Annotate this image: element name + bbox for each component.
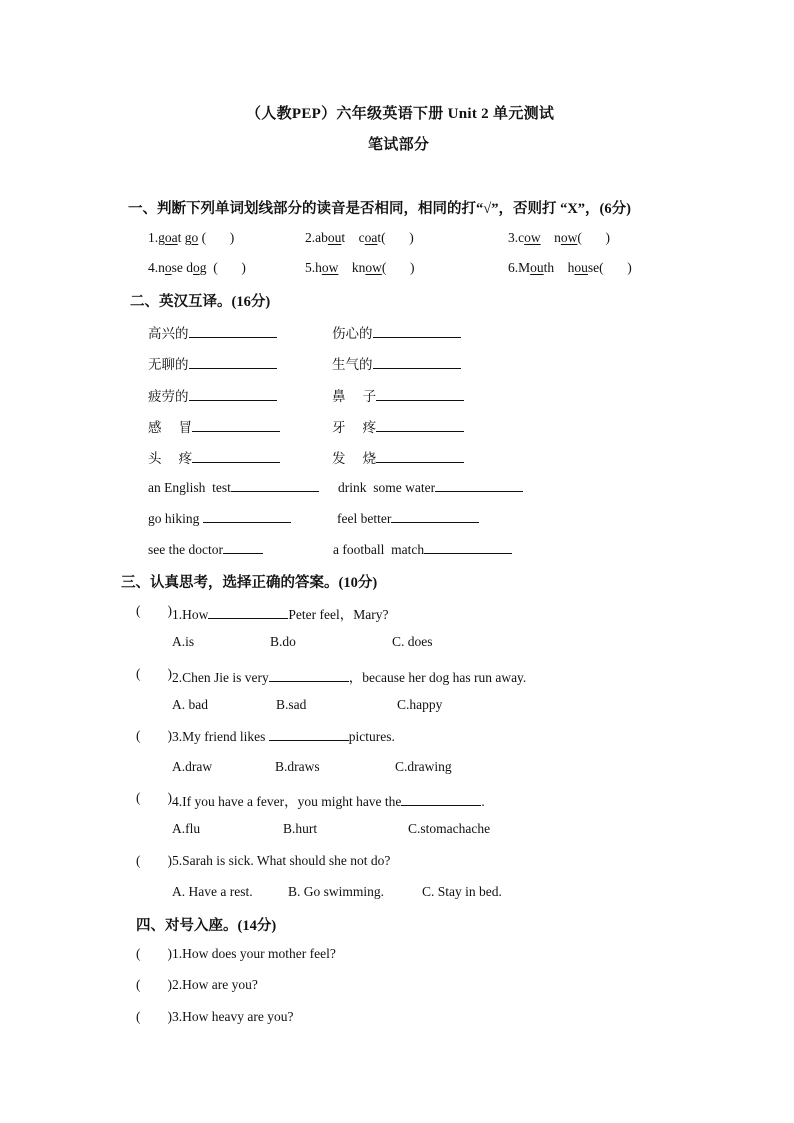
- translation-item: [148, 541, 263, 558]
- translation-item: [148, 447, 280, 467]
- answer-blank[interactable]: [376, 388, 464, 401]
- item-text: ( ): [381, 260, 415, 275]
- underlined-letters: oa: [364, 230, 378, 245]
- option-a[interactable]: A. Have a rest.: [172, 884, 253, 899]
- underlined-letters: ou: [530, 260, 544, 275]
- pronunciation-item: [305, 230, 414, 246]
- item-text: kn: [351, 260, 366, 275]
- underlined-letters: ou: [574, 260, 588, 275]
- item-text: h: [567, 260, 575, 275]
- underlined-letters: ou: [327, 230, 342, 245]
- option-b[interactable]: B.draws: [275, 759, 320, 774]
- underlined-letters: ow: [560, 230, 578, 245]
- translation-item: [332, 385, 464, 405]
- question-text: [172, 853, 390, 869]
- translation-prompt: drink some water: [338, 480, 436, 495]
- translation-prompt: feel better: [337, 511, 392, 526]
- option-a[interactable]: A. bad: [172, 697, 208, 712]
- option-b[interactable]: B.sad: [276, 697, 307, 712]
- question-text: [172, 603, 388, 623]
- translation-item: [333, 541, 512, 558]
- answer-blank[interactable]: [373, 325, 461, 338]
- underlined-letters: o: [191, 230, 199, 245]
- page-subtitle: 笔试部分: [368, 137, 430, 153]
- pronunciation-item: [508, 260, 632, 276]
- translation-item: [148, 510, 291, 527]
- answer-paren[interactable]: ( ): [136, 1009, 172, 1024]
- translation-item: [332, 447, 464, 467]
- option-a[interactable]: A.is: [172, 634, 195, 649]
- item-text: ab: [315, 230, 328, 245]
- answer-paren[interactable]: ( ): [136, 790, 172, 805]
- option-b[interactable]: B.hurt: [283, 821, 318, 836]
- translation-prompt: 生气的: [332, 357, 373, 373]
- item-text: h: [315, 260, 322, 275]
- item-text: th: [543, 260, 568, 275]
- translation-item: [148, 322, 277, 342]
- question-text: [172, 666, 526, 686]
- item-text: 5.: [305, 260, 316, 275]
- translation-prompt: 鼻 子: [332, 389, 377, 405]
- translation-prompt: 高兴的: [148, 326, 189, 342]
- translation-prompt: 牙 疼: [332, 420, 377, 436]
- pronunciation-item: [508, 230, 610, 246]
- question-part: 4.If you have a fever，you might have the: [172, 794, 402, 809]
- translation-item: [148, 479, 319, 496]
- option-a[interactable]: A.flu: [172, 821, 201, 836]
- item-text: M: [518, 260, 531, 275]
- item-text: c: [518, 230, 525, 245]
- option-c[interactable]: C.stomachache: [408, 821, 491, 836]
- pronunciation-item: [148, 260, 246, 276]
- translation-prompt: 疲劳的: [148, 389, 189, 405]
- question-part: ，because her dog has run away.: [348, 670, 527, 685]
- pronunciation-item: [305, 260, 415, 276]
- item-text: c: [358, 230, 365, 245]
- answer-blank[interactable]: [189, 356, 277, 369]
- question-part: 5.Sarah is sick. What should she not do?: [172, 853, 391, 868]
- item-text: n: [158, 260, 165, 275]
- item-text: d: [186, 260, 193, 275]
- answer-paren[interactable]: ( ): [136, 946, 172, 961]
- question-text: [172, 728, 395, 745]
- translation-prompt: go hiking: [148, 511, 203, 526]
- translation-item: [338, 479, 523, 496]
- translation-item: [148, 353, 277, 373]
- answer-blank[interactable]: [208, 606, 288, 619]
- item-text: g: [184, 230, 192, 245]
- translation-prompt: a football match: [333, 542, 425, 557]
- answer-blank[interactable]: [223, 541, 263, 554]
- question-part: 1.How: [172, 607, 209, 622]
- section-2-heading: 二、英汉互译。(16分): [130, 294, 271, 310]
- translation-prompt: 发 烧: [332, 451, 377, 467]
- item-text: se: [171, 260, 187, 275]
- item-text: n: [554, 230, 561, 245]
- item-text: t: [177, 230, 185, 245]
- underlined-letters: ow: [321, 260, 339, 275]
- answer-blank[interactable]: [376, 450, 464, 463]
- item-text: ( ): [198, 230, 235, 245]
- option-c[interactable]: C. does: [392, 634, 433, 649]
- question-part: .: [481, 794, 485, 809]
- section-3-heading: 三、认真思考，选择正确的答案。(10分): [121, 575, 378, 591]
- question-part: 2.Chen Jie is very: [172, 670, 269, 685]
- matching-question: 2.How are you?: [172, 977, 258, 992]
- matching-question: 1.How does your mother feel?: [172, 946, 336, 961]
- answer-blank[interactable]: [269, 728, 349, 741]
- item-text: ( ): [577, 230, 610, 245]
- translation-item: [337, 510, 479, 527]
- translation-item: [332, 322, 461, 342]
- item-text: 4.: [148, 260, 159, 275]
- item-text: 3.: [508, 230, 519, 245]
- underlined-letters: ow: [365, 260, 382, 275]
- answer-blank[interactable]: [189, 388, 277, 401]
- option-c[interactable]: C.drawing: [395, 759, 452, 774]
- section-4-heading: 四、对号入座。(14分): [136, 918, 277, 934]
- translation-prompt: 伤心的: [332, 326, 373, 342]
- item-text: [541, 230, 555, 245]
- item-text: [338, 260, 352, 275]
- item-text: t: [341, 230, 359, 245]
- option-b[interactable]: B. Go swimming.: [288, 884, 385, 899]
- underlined-letters: o: [193, 260, 200, 275]
- item-text: g ( ): [199, 260, 246, 275]
- option-c[interactable]: C. Stay in bed.: [422, 884, 502, 899]
- question-text: [172, 790, 485, 810]
- translation-item: [148, 385, 277, 405]
- answer-blank[interactable]: [401, 793, 481, 806]
- option-b[interactable]: B.do: [270, 634, 296, 649]
- item-text: 6.: [508, 260, 519, 275]
- answer-blank[interactable]: [192, 419, 280, 432]
- underlined-letters: ow: [524, 230, 541, 245]
- answer-blank[interactable]: [373, 356, 461, 369]
- answer-paren[interactable]: ( ): [136, 853, 172, 868]
- answer-paren[interactable]: ( ): [136, 977, 172, 992]
- answer-paren[interactable]: ( ): [136, 603, 172, 618]
- answer-blank[interactable]: [376, 419, 464, 432]
- answer-blank[interactable]: [424, 541, 512, 554]
- answer-blank[interactable]: [435, 479, 523, 492]
- matching-question: 3.How heavy are you?: [172, 1009, 294, 1024]
- option-a[interactable]: A.draw: [172, 759, 213, 774]
- question-part: pictures.: [348, 729, 395, 744]
- translation-prompt: see the doctor: [148, 542, 223, 557]
- translation-prompt: 头 疼: [148, 451, 193, 467]
- item-text: 1.: [148, 230, 159, 245]
- translation-item: [332, 416, 464, 436]
- answer-paren[interactable]: ( ): [136, 728, 172, 743]
- underlined-letters: o: [164, 260, 172, 275]
- option-c[interactable]: C.happy: [397, 697, 443, 712]
- answer-blank[interactable]: [189, 325, 277, 338]
- translation-item: [148, 416, 280, 436]
- item-text: g: [158, 230, 165, 245]
- answer-blank[interactable]: [192, 450, 280, 463]
- answer-blank[interactable]: [391, 510, 479, 523]
- page-title: （人教PEP）六年级英语下册 Unit 2 单元测试: [246, 106, 555, 122]
- pronunciation-item: [148, 230, 234, 246]
- item-text: se( ): [587, 260, 632, 275]
- question-part: 3.My friend likes: [172, 729, 269, 744]
- translation-prompt: 无聊的: [148, 357, 189, 373]
- answer-blank[interactable]: [269, 669, 349, 682]
- item-text: 2.: [305, 230, 316, 245]
- section-1-heading: 一、判断下列单词划线部分的读音是否相同，相同的打“√”，否则打 “X”，(6分): [128, 201, 631, 217]
- question-part: Peter feel，Mary?: [288, 607, 389, 622]
- translation-prompt: an English test: [148, 480, 231, 495]
- underlined-letters: oa: [164, 230, 178, 245]
- item-text: t( ): [377, 230, 414, 245]
- translation-prompt: 感 冒: [148, 420, 193, 436]
- answer-blank[interactable]: [231, 479, 319, 492]
- answer-blank[interactable]: [203, 510, 291, 523]
- translation-item: [332, 353, 461, 373]
- answer-paren[interactable]: ( ): [136, 666, 172, 681]
